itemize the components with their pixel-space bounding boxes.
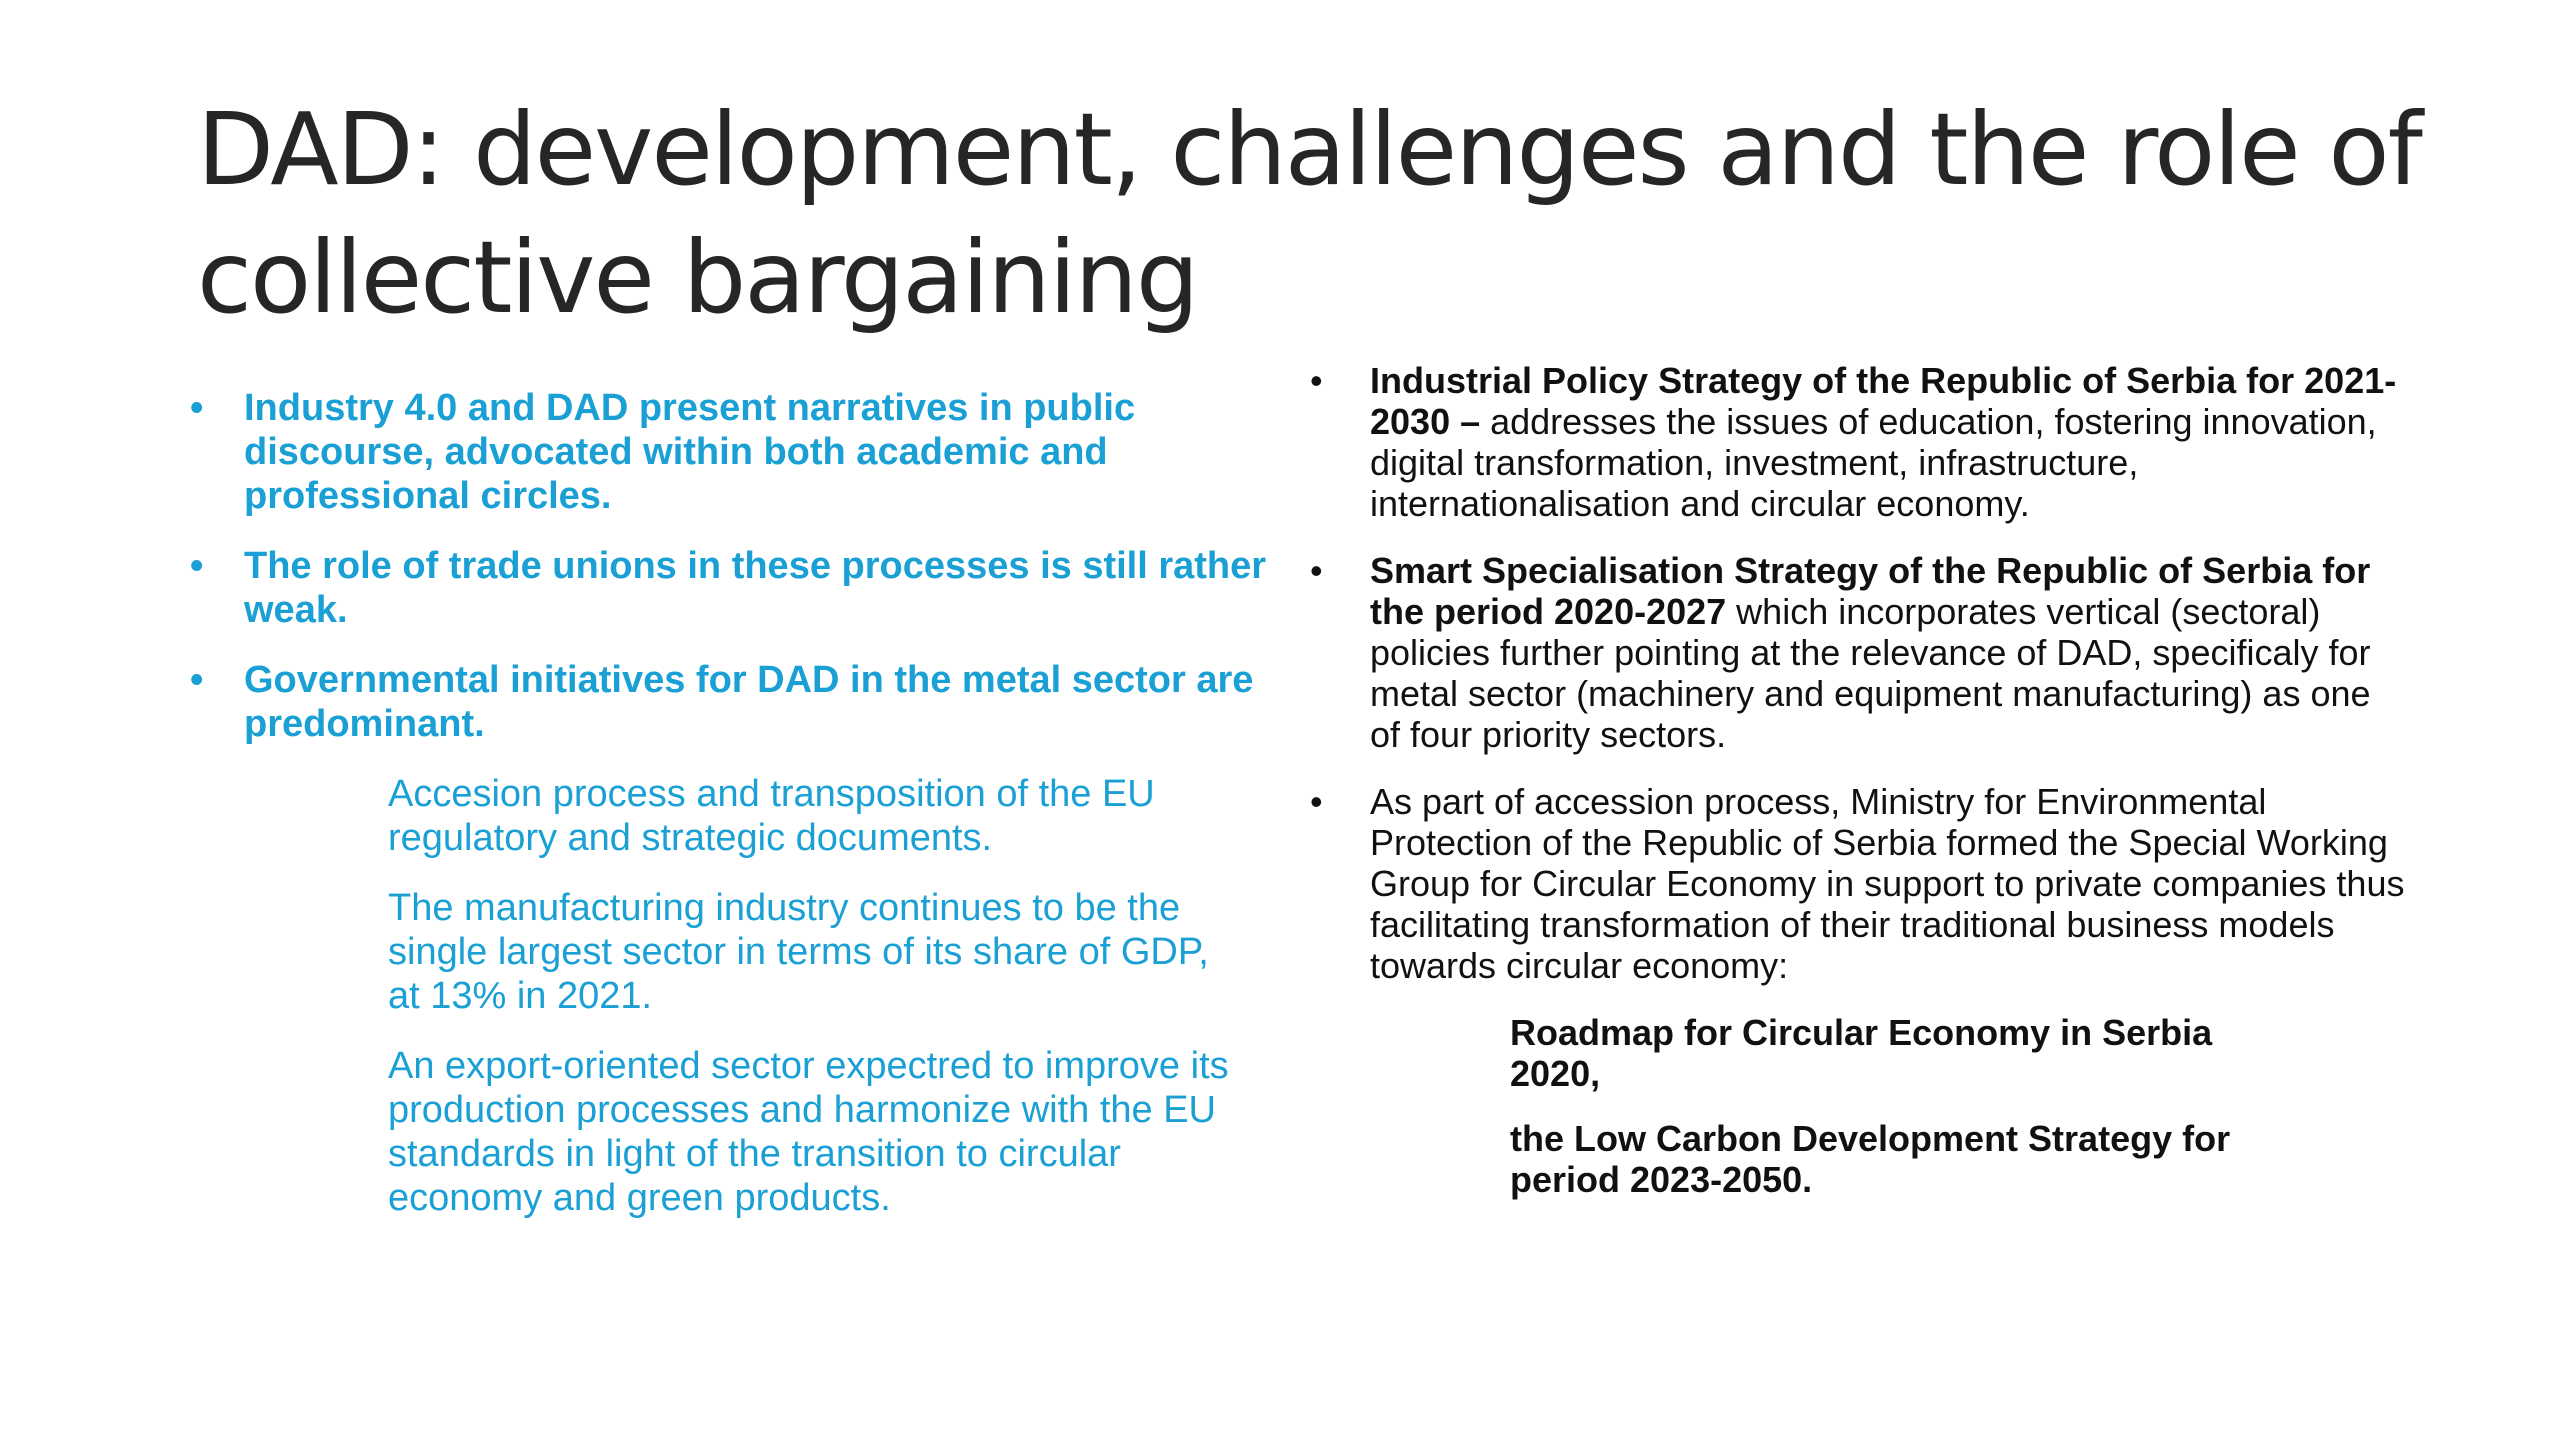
bullet-icon: • bbox=[1310, 781, 1323, 822]
right-bullet-item bbox=[1310, 360, 2410, 524]
left-bullet-text: Governmental initiatives for DAD in the metal sector are predominant. bbox=[244, 659, 1254, 745]
right-bullet-list bbox=[1310, 360, 2410, 986]
left-sub-paragraph: The manufacturing industry continues to be the single largest sector in terms of its share of GDP, at 13% in 2021. bbox=[388, 887, 1209, 1017]
strategy-description: which incorporates vertical (sectoral) policies further pointing at the relevance of DAD, specificaly for metal sector (machinery and equipment manufacturing) as one of four priority sectors. bbox=[1370, 591, 2371, 755]
right-sub-item: the Low Carbon Development Strategy for period 2023-2050. bbox=[1510, 1118, 2231, 1200]
left-bullet-item bbox=[190, 658, 1270, 746]
bullet-icon: • bbox=[190, 387, 204, 429]
strategy-description: As part of accession process, Ministry for Environmental Protection of the Republic of Serbia formed the Special Working Group for Circular Economy in support to private companies thus facilitating transformation of their traditional business models towards circular economy: bbox=[1370, 781, 2405, 986]
strategy-name: Smart Specialisation Strategy of the Republic of Serbia for the period 2020-2027 bbox=[1370, 550, 2371, 632]
left-bullet-item bbox=[190, 386, 1270, 518]
right-bullet-item bbox=[1310, 550, 2410, 755]
bullet-icon: • bbox=[190, 659, 204, 701]
strategy-name: Industrial Policy Strategy of the Republic of Serbia for 2021-2030 – bbox=[1370, 360, 2397, 442]
left-bullet-text: The role of trade unions in these processes is still rather weak. bbox=[244, 545, 1267, 631]
slide-title: DAD: development, challenges and the role of collective bargaining bbox=[197, 91, 2421, 336]
bullet-icon: • bbox=[1310, 360, 1323, 401]
strategy-description: addresses the issues of education, fostering innovation, digital transformation, investment, infrastructure, internationalisation and circular economy. bbox=[1370, 401, 2377, 524]
bullet-icon: • bbox=[1310, 550, 1323, 591]
right-bullet-item bbox=[1310, 781, 2410, 986]
left-bullet-list bbox=[190, 386, 1270, 746]
bullet-icon: • bbox=[190, 545, 204, 587]
left-bullet-item bbox=[190, 544, 1270, 632]
left-sub-paragraph: Accesion process and transposition of the EU regulatory and strategic documents. bbox=[388, 773, 1155, 859]
right-column bbox=[1310, 360, 2410, 1224]
left-column bbox=[190, 386, 1270, 1246]
left-bullet-text: Industry 4.0 and DAD present narratives in public discourse, advocated within both academic and professional circles. bbox=[244, 387, 1136, 517]
right-sub-item: Roadmap for Circular Economy in Serbia 2020, bbox=[1510, 1012, 2213, 1094]
left-sub-paragraph: An export-oriented sector expectred to improve its production processes and harmonize with the EU standards in light of the transition to circular economy and green products. bbox=[388, 1045, 1229, 1219]
